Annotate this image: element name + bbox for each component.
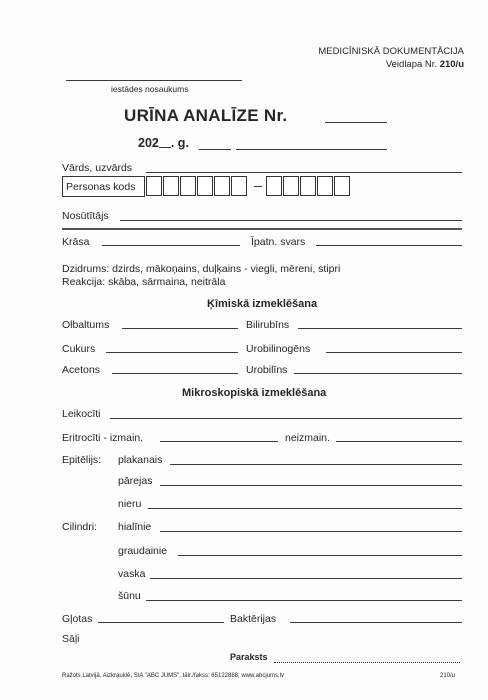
casts-label: Cilindri: xyxy=(62,521,98,533)
date-label: 202 . g. xyxy=(138,136,189,150)
personal-code-first-part xyxy=(146,176,250,197)
personal-code-label-box xyxy=(62,176,145,197)
color-label: Krāsa xyxy=(62,236,90,248)
waxy-casts-label: vaska xyxy=(118,568,146,580)
leukocytes-line[interactable] xyxy=(110,418,462,419)
personal-code-second-part xyxy=(266,176,356,197)
code-digit-box[interactable] xyxy=(197,176,213,196)
code-digit-box[interactable] xyxy=(266,176,282,196)
flat-epithelium-label: plakanais xyxy=(118,454,163,466)
erythrocytes-changed-line[interactable] xyxy=(160,441,278,442)
footer-form-code: 210/u xyxy=(440,673,456,679)
referrer-line[interactable] xyxy=(120,220,462,221)
acetone-line[interactable] xyxy=(112,373,238,374)
code-digit-box[interactable] xyxy=(146,176,162,196)
renal-epithelium-line[interactable] xyxy=(148,508,462,509)
erythrocytes-label: Eritrocīti - izmain. xyxy=(62,432,144,444)
urobilin-line[interactable] xyxy=(294,373,462,374)
document-header xyxy=(318,45,464,71)
code-digit-box[interactable] xyxy=(283,176,299,196)
signature-label: Paraksts xyxy=(230,652,268,662)
printer-info: Ražots Latvijā, Aizkrauklē, SIA "ABC JUMS", tālr./fakss: 65122888; www.abcjums.lv xyxy=(62,673,285,679)
cellular-casts-line[interactable] xyxy=(146,600,462,601)
chemical-heading: Ķīmiskā izmeklēšana xyxy=(207,298,318,310)
renal-epithelium-label: nieru xyxy=(118,498,142,510)
granular-casts-label: graudainie xyxy=(118,545,168,557)
salts-label: Sāļi xyxy=(62,633,80,645)
form-number-line: Veidlapa Nr. 210/u xyxy=(385,59,464,70)
date-day-line[interactable] xyxy=(199,149,231,150)
gravity-label: Īpatn. svars xyxy=(251,236,306,248)
erythrocytes-unchanged-line[interactable] xyxy=(336,441,462,442)
code-digit-box[interactable] xyxy=(317,176,333,196)
sugar-line[interactable] xyxy=(106,352,238,353)
transitional-epithelium-label: pārejas xyxy=(118,475,153,487)
gravity-line[interactable] xyxy=(316,245,462,246)
page-title: URĪNA ANALĪZE Nr. xyxy=(124,106,288,125)
color-line[interactable] xyxy=(102,245,240,246)
year-digit-line[interactable] xyxy=(159,147,171,148)
bacteria-line[interactable] xyxy=(290,622,462,623)
urobilinogen-line[interactable] xyxy=(326,352,462,353)
code-digit-box[interactable] xyxy=(163,176,179,196)
cellular-casts-label: šūnu xyxy=(118,590,141,602)
mucus-label: Gļotas xyxy=(62,613,93,625)
hyaline-casts-label: hialīnie xyxy=(118,521,152,533)
code-digit-box[interactable] xyxy=(300,176,316,196)
name-line[interactable] xyxy=(146,172,462,173)
epithelium-label: Epitēlijs: xyxy=(62,454,102,466)
code-digit-box[interactable] xyxy=(231,176,247,196)
institution-caption: iestādes nosaukums xyxy=(111,84,189,94)
form-number: 210/u xyxy=(439,59,464,70)
bacteria-label: Baktērijas xyxy=(230,613,277,625)
clarity-text: Dzidrums: dzirds, mākoņains, duļķains - viegli, mēreni, stipri xyxy=(62,263,341,275)
leukocytes-label: Leikocīti xyxy=(62,408,101,420)
granular-casts-line[interactable] xyxy=(178,555,462,556)
bilirubin-label: Bilirubīns xyxy=(246,319,290,331)
referrer-label: Nosūtītājs xyxy=(62,210,109,222)
protein-label: Olbaltums xyxy=(62,319,110,331)
date-month-line[interactable] xyxy=(236,149,387,150)
erythrocytes-unchanged-label: neizmain. xyxy=(285,432,330,444)
microscopic-heading: Mikroskopiskā izmeklēšana xyxy=(182,387,327,399)
code-digit-box[interactable] xyxy=(214,176,230,196)
code-dash xyxy=(254,186,262,187)
code-digit-box[interactable] xyxy=(180,176,196,196)
acetone-label: Acetons xyxy=(62,364,100,376)
sugar-label: Cukurs xyxy=(62,343,96,355)
transitional-epithelium-line[interactable] xyxy=(160,485,462,486)
institution-line[interactable] xyxy=(66,80,242,81)
mucus-line[interactable] xyxy=(98,622,224,623)
urobilin-label: Urobilīns xyxy=(246,364,288,376)
code-digit-box[interactable] xyxy=(334,176,350,196)
waxy-casts-line[interactable] xyxy=(150,578,462,579)
name-label: Vārds, uzvārds xyxy=(62,162,133,174)
separator-line xyxy=(62,228,462,230)
flat-epithelium-line[interactable] xyxy=(170,464,462,465)
reaction-text: Reakcija: skāba, sārmaina, neitrāla xyxy=(62,276,226,288)
personal-code-label: Personas kods xyxy=(66,181,136,193)
urobilinogen-label: Urobilinogēns xyxy=(246,343,311,355)
analysis-number-line[interactable] xyxy=(325,122,387,123)
doc-type: MEDICĪNISKĀ DOKUMENTĀCIJA xyxy=(318,46,464,57)
protein-line[interactable] xyxy=(122,328,238,329)
hyaline-casts-line[interactable] xyxy=(160,531,462,532)
bilirubin-line[interactable] xyxy=(298,328,462,329)
signature-line[interactable] xyxy=(274,662,460,663)
